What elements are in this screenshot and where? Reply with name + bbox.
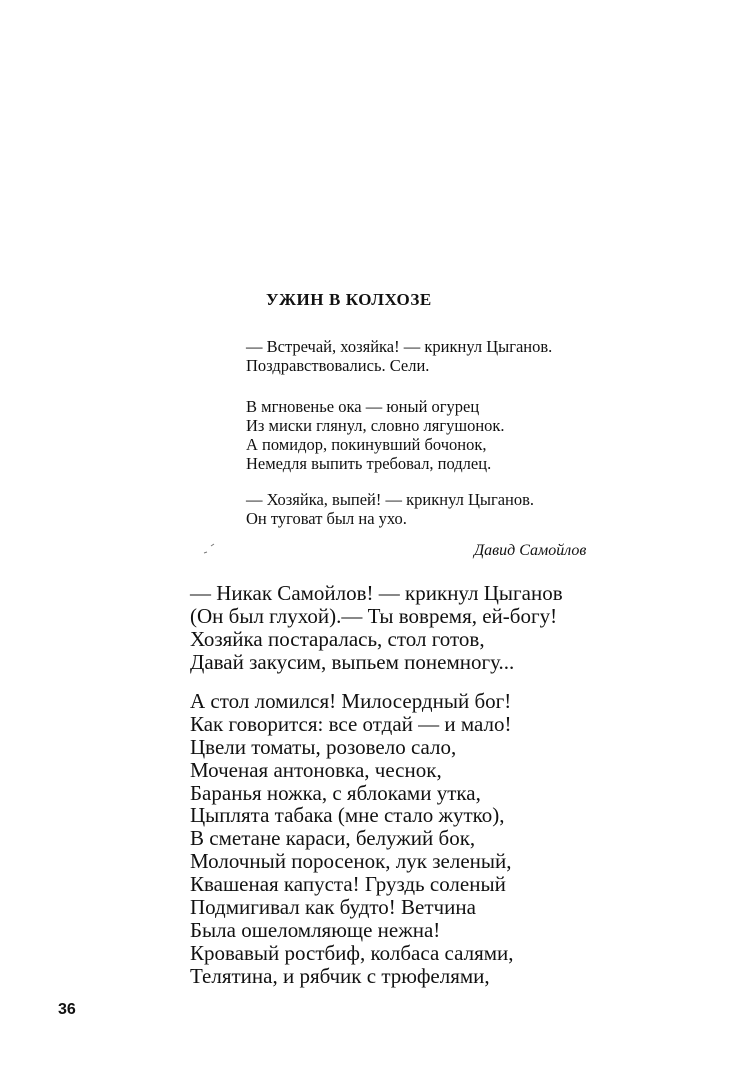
epigraph-line: — Встречай, хозяйка! — крикнул Цыганов. xyxy=(246,337,553,356)
poem-line: Телятина, и рябчик с трюфелями, xyxy=(190,963,490,988)
poem-line: Квашеная капуста! Груздь соленый xyxy=(190,872,506,897)
epigraph-author: Давид Самойлов xyxy=(474,542,587,559)
poem-line: (Он был глухой).— Ты вовремя, ей-богу! xyxy=(190,603,558,628)
poem-line: Цвели томаты, розовело сало, xyxy=(190,734,457,759)
epigraph-line: Поздравствовались. Сели. xyxy=(246,356,430,375)
poem-line: Как говорится: все отдай — и мало! xyxy=(190,711,512,736)
page-number: 36 xyxy=(58,1001,76,1018)
poem-line: Хозяйка постаралась, стол готов, xyxy=(190,626,485,651)
epigraph-stanza-3 xyxy=(246,490,636,528)
poem-line: — Никак Самойлов! — крикнул Цыганов xyxy=(190,581,563,605)
epigraph-line: А помидор, покинувший бочонок, xyxy=(246,435,487,454)
poem-line: В сметане караси, белужий бок, xyxy=(190,826,476,851)
poem-line: Давай закусим, выпьем понемногу... xyxy=(190,649,515,674)
epigraph-line: Он туговат был на ухо. xyxy=(246,509,407,528)
poem-line: Цыплята табака (мне стало жутко), xyxy=(190,803,505,828)
epigraph-stanza-1 xyxy=(246,337,636,375)
poem-title: УЖИН В КОЛХОЗЕ xyxy=(266,290,432,309)
epigraph-line: Из миски глянул, словно лягушонок. xyxy=(246,416,505,435)
pencil-mark-icon xyxy=(203,543,215,555)
poem-stanza-2 xyxy=(190,690,610,988)
poem-line: Баранья ножка, с яблоками утка, xyxy=(190,780,481,805)
epigraph-line: В мгновенье ока — юный огурец xyxy=(246,397,480,416)
poem-line: Молочный поросенок, лук зеленый, xyxy=(190,849,512,874)
epigraph-line: Немедля выпить требовал, подлец. xyxy=(246,454,492,473)
poem-line: А стол ломился! Милосердный бог! xyxy=(190,689,512,713)
epigraph-line: — Хозяйка, выпей! — крикнул Цыганов. xyxy=(246,490,535,509)
poem-line: Подмигивал как будто! Ветчина xyxy=(190,895,476,920)
poem-line: Была ошеломляюще нежна! xyxy=(190,917,441,942)
poem-line: Моченая антоновка, чеснок, xyxy=(190,757,442,782)
poem-stanza-1 xyxy=(190,582,610,674)
poem-line: Кровавый ростбиф, колбаса салями, xyxy=(190,940,514,965)
epigraph-stanza-2 xyxy=(246,397,636,473)
